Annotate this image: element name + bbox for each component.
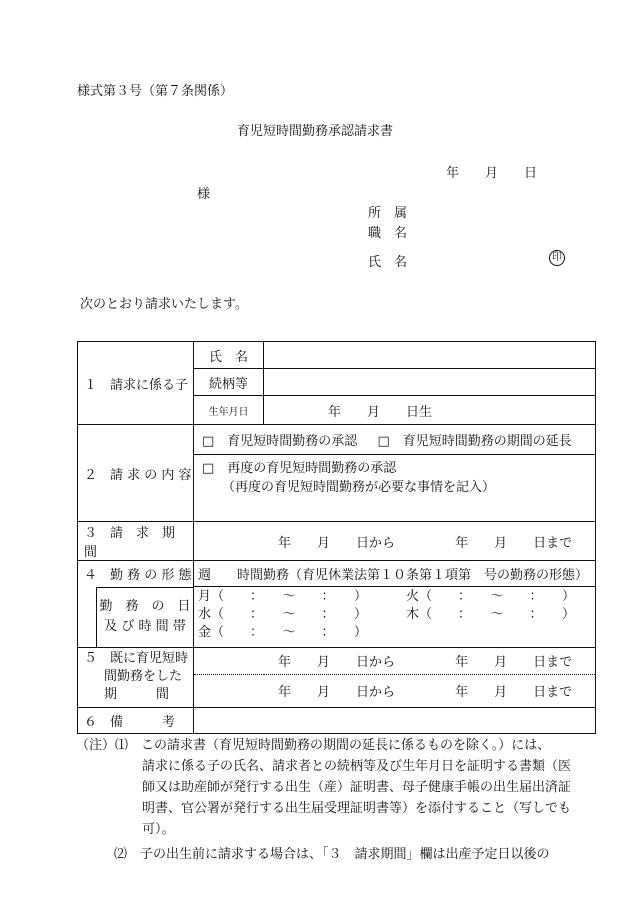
child-birth-field[interactable]: 年 月 日生 (264, 396, 596, 425)
addressee-suffix: 様 (197, 187, 211, 202)
intro-text: 次のとおり請求いたします。 (80, 297, 248, 312)
work-days-field[interactable]: 月（ ： ～ ： ） 火（ ： ～ ： ） 水（ ： ～ ： ） 木（ ： ～ ： ） 金（ ： ～ ： ） (194, 587, 596, 648)
option-extension-checkbox[interactable]: □ 育児短時間勤務の期間の延長 (377, 434, 572, 449)
content-section-label: ２ 請 求 の 内 容 (78, 425, 194, 522)
seal-icon: 印 (549, 250, 565, 266)
reapproval-note: （再度の育児短時間勤務が必要な事情を記入） (222, 480, 496, 495)
work-days-label-2: 及 び 時 間 帯 (104, 619, 186, 634)
work-days-label-cell (78, 587, 194, 648)
note-1-line-2: 請求に係る子の氏名、請求者との続柄等及び生年月日を証明する書類（医 (142, 759, 572, 774)
work-form-section-label: ４ 勤 務 の 形 態 (78, 561, 194, 587)
content-reapproval-cell (194, 455, 596, 522)
page-title: 育児短時間勤務承認請求書 (236, 124, 393, 139)
remarks-field[interactable] (194, 707, 596, 733)
note-1-line-4: 明書、官公署が発行する出生届受理証明書等）を添付すること（写しでも (142, 801, 572, 816)
position-label: 職 名 (368, 226, 408, 241)
child-birth-label: 生年月日 (194, 396, 264, 425)
work-form-field[interactable]: 週 時間勤務（育児休業法第１０条第１項第 号の勤務の形態） (194, 561, 596, 587)
child-name-label: 氏 名 (194, 342, 264, 369)
period-section-label: ３ 請 求 期 間 (78, 522, 194, 561)
period-field[interactable]: 年 月 日から 年 月 日まで (194, 522, 596, 561)
option-approval-checkbox[interactable]: □ 育児短時間勤務の承認 (202, 434, 358, 449)
date-line[interactable]: 年 月 日 (446, 166, 538, 181)
name-label: 氏 名 (368, 255, 408, 270)
content-options-row (194, 425, 596, 455)
note-1-line-5: 可）。 (142, 822, 175, 837)
affiliation-label: 所 属 (368, 206, 408, 221)
child-relation-field[interactable] (264, 369, 596, 396)
note-2: ⑵ 子の出生前に請求する場合は、「３ 請求期間」欄は出産予定日以後の (114, 847, 550, 862)
note-1-head: （注）⑴ この請求書（育児短時間勤務の期間の延長に係るものを除く。）には、 (76, 738, 551, 753)
previous-period-label: ５ 既に育児短時 間勤務をした 期 間 (78, 647, 194, 707)
child-relation-label: 続柄等 (194, 369, 264, 396)
previous-period-field-1[interactable]: 年 月 日から 年 月 日まで (194, 647, 596, 674)
work-days-label: 勤 務 の 日 (99, 599, 191, 614)
note-1-line-3: 師又は助産師が発行する出生（産）証明書、母子健康手帳の出生届出済証 (142, 780, 572, 795)
form-number: 様式第３号（第７条関係） (77, 84, 234, 99)
child-section-label: １ 請求に係る子 (78, 342, 194, 425)
child-name-field[interactable] (264, 342, 596, 369)
remarks-label: ６ 備 考 (78, 707, 194, 733)
request-form-table (77, 341, 596, 734)
previous-period-field-2[interactable]: 年 月 日から 年 月 日まで (194, 674, 596, 707)
option-reapproval-checkbox[interactable]: □ 再度の育児短時間勤務の承認 (202, 461, 397, 476)
